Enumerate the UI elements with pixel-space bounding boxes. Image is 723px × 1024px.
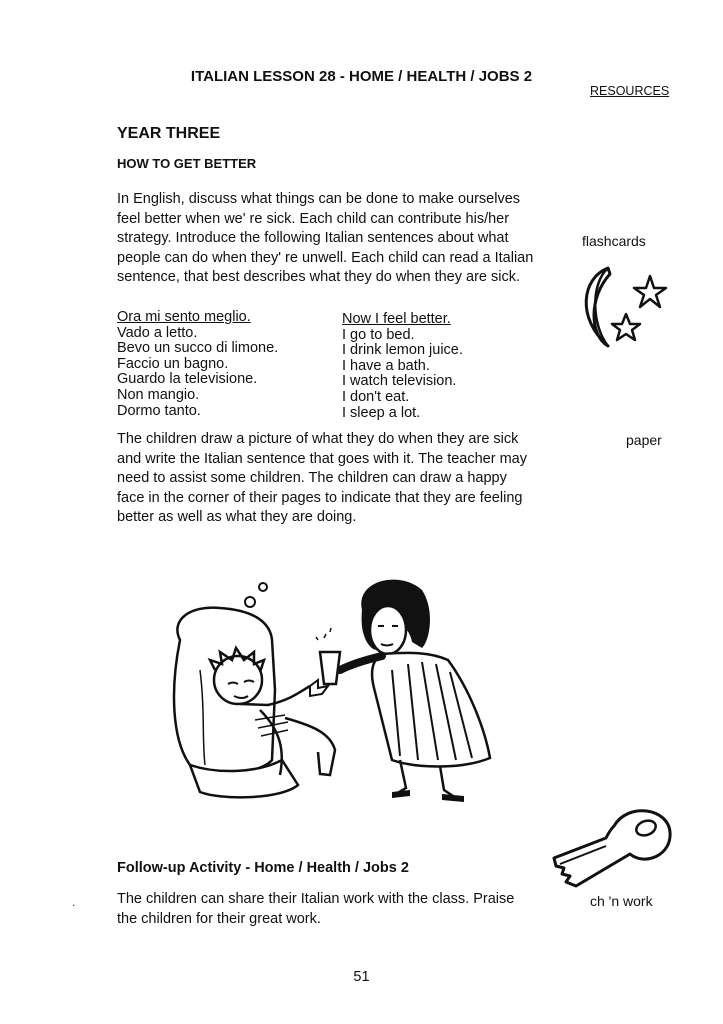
key-icon bbox=[548, 798, 678, 898]
sick-child-illustration bbox=[160, 560, 500, 810]
italian-sentence: Guardo la televisione. bbox=[117, 371, 258, 388]
italian-sentence: Faccio un bagno. bbox=[117, 355, 229, 372]
stray-mark: . bbox=[72, 895, 76, 909]
english-sentence: I drink lemon juice. bbox=[342, 342, 463, 359]
english-sentences bbox=[342, 312, 532, 421]
italian-sentence: Vado a letto. bbox=[117, 324, 198, 341]
english-header: Now I feel better. bbox=[342, 311, 451, 327]
resource-children-work: ch 'n work bbox=[590, 893, 653, 909]
resources-heading: RESOURCES bbox=[590, 84, 670, 98]
resource-flashcards: flashcards bbox=[582, 233, 646, 249]
italian-sentence: Dormo tanto. bbox=[117, 402, 201, 419]
italian-sentence: Bevo un succo di limone. bbox=[117, 340, 279, 357]
intro-paragraph: In English, discuss what things can be done to make ourselves feel better when we' re sick. Each child can contribute his/her strategy. Introduce the following Italian sentences about what people can do when they' re unwell. Each child can read a Italian sentence, that best describes what they do when they are sick. bbox=[117, 191, 534, 286]
italian-sentence: Non mangio. bbox=[117, 386, 200, 403]
lesson-title: ITALIAN LESSON 28 - HOME / HEALTH / JOBS 2 bbox=[190, 68, 533, 85]
english-sentence: I have a bath. bbox=[342, 357, 430, 374]
year-heading: YEAR THREE bbox=[117, 125, 221, 142]
drawing-activity-paragraph: The children draw a picture of what they do when they are sick and write the Italian sentence that goes with it. The teacher may need to assist some children. The children can draw a happy face in the corner of their pages to indicate that they are feeling better as well as what they are doing. bbox=[117, 431, 527, 526]
follow-up-text: The children can share their Italian work with the class. Praise the children for their great work. bbox=[117, 891, 515, 927]
english-sentence: I watch television. bbox=[342, 373, 457, 390]
english-sentence: I don't eat. bbox=[342, 388, 410, 405]
resource-paper: paper bbox=[626, 432, 662, 448]
moon-stars-icon bbox=[568, 262, 678, 352]
italian-header: Ora mi sento meglio. bbox=[117, 309, 251, 325]
english-sentence: I go to bed. bbox=[342, 326, 415, 343]
english-sentence: I sleep a lot. bbox=[342, 404, 421, 421]
activity-title: HOW TO GET BETTER bbox=[117, 156, 257, 171]
italian-sentences bbox=[117, 310, 337, 419]
follow-up-title: Follow-up Activity - Home / Health / Jobs 2 bbox=[117, 860, 409, 876]
page-number: 51 bbox=[353, 969, 370, 985]
